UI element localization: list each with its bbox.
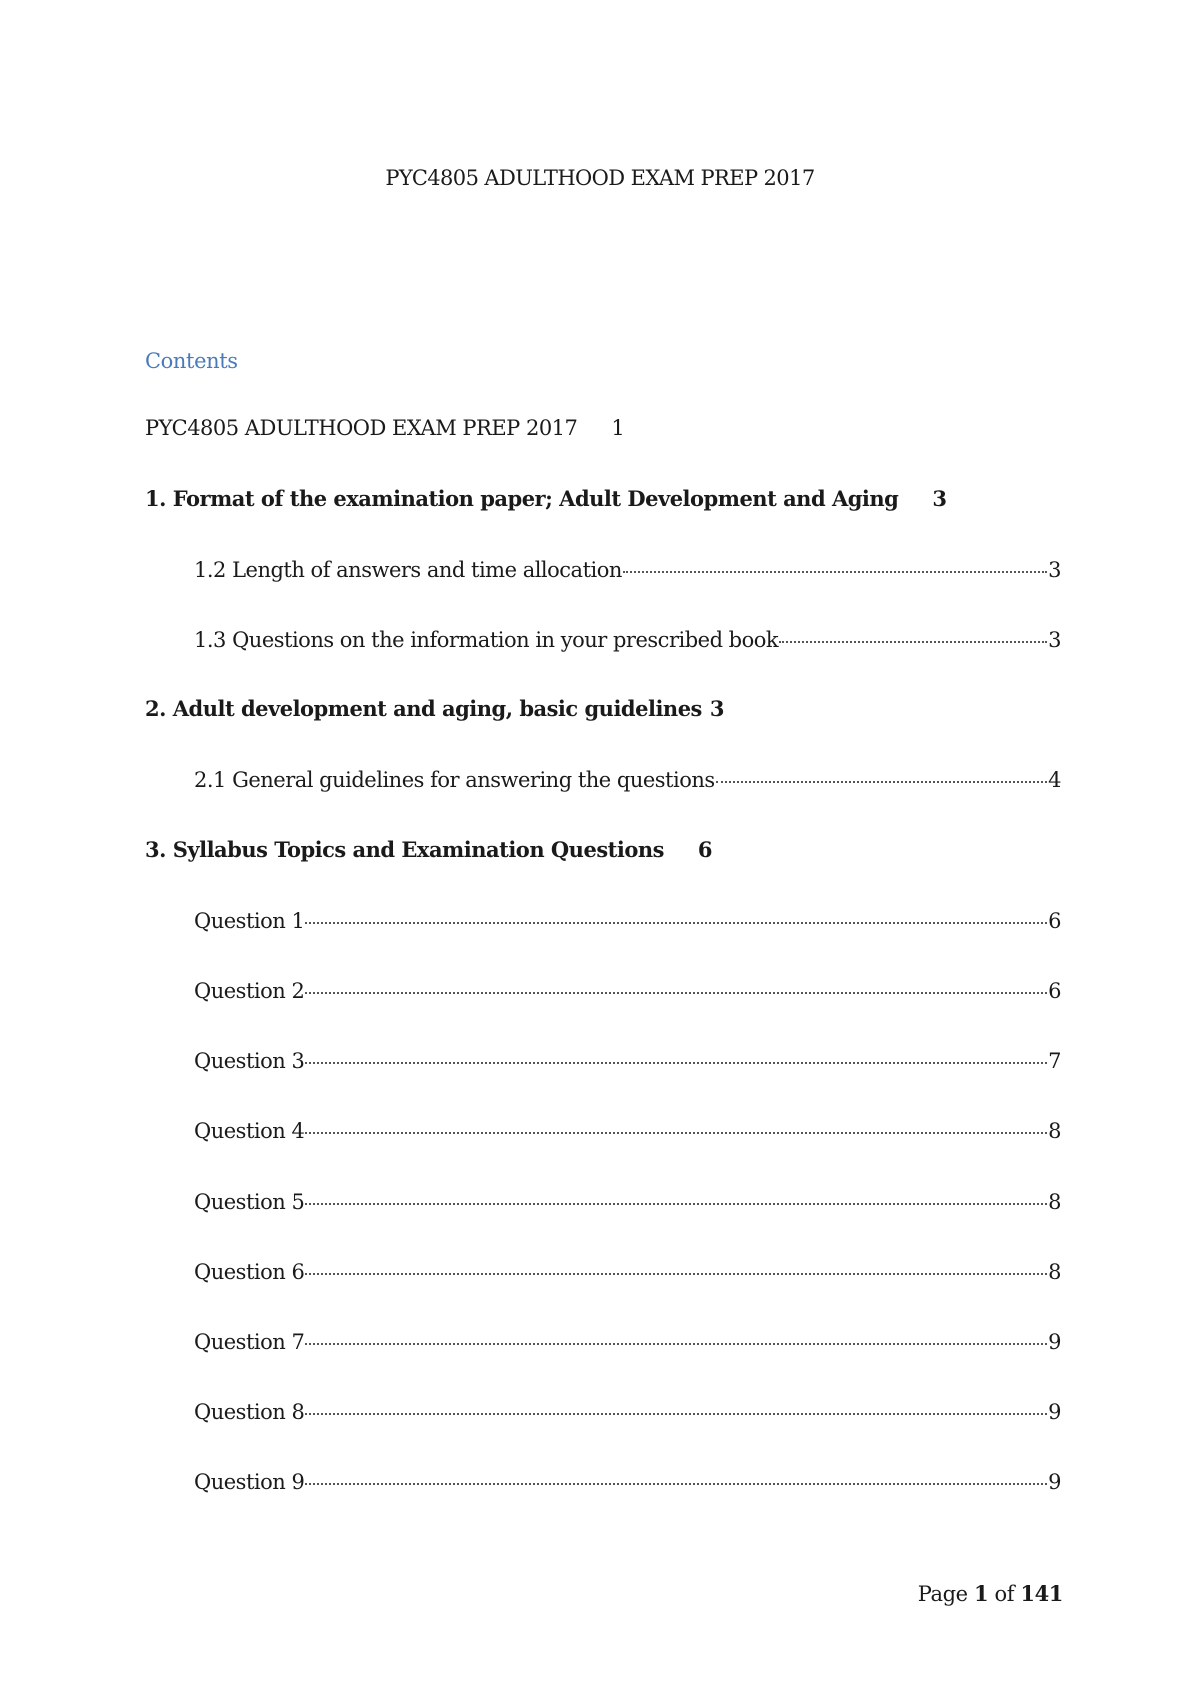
toc-entry-text: 1.3 Questions on the information in your prescribed book [194, 628, 779, 652]
dot-leader [779, 626, 1047, 647]
toc-entry[interactable] [194, 907, 1061, 933]
toc-entry[interactable] [145, 837, 712, 862]
toc-entry-text: Question 5 [194, 1190, 305, 1214]
toc-entry-page: 9 [1048, 1330, 1061, 1354]
toc-entry-page: 3 [1048, 558, 1061, 582]
toc-entry-page: 8 [1048, 1119, 1061, 1143]
toc-entry-page: 6 [697, 837, 713, 862]
dot-leader [305, 1047, 1047, 1068]
dot-leader [305, 907, 1047, 928]
page-footer [918, 1581, 1063, 1606]
toc-entry-page: 3 [1048, 628, 1061, 652]
toc-entry[interactable] [194, 556, 1061, 582]
toc-entry-page: 3 [709, 696, 725, 721]
dot-leader [305, 1398, 1047, 1419]
toc-entry[interactable] [194, 1047, 1061, 1073]
footer-current-page: 1 [973, 1581, 989, 1606]
dot-leader [305, 1188, 1047, 1209]
footer-total-pages: 141 [1020, 1581, 1063, 1606]
toc-entry-text: Question 8 [194, 1400, 305, 1424]
dot-leader [716, 766, 1047, 787]
toc-entry-page: 8 [1048, 1190, 1061, 1214]
toc-entry-text: Question 9 [194, 1470, 305, 1494]
toc-entry[interactable] [145, 416, 624, 440]
toc-entry[interactable] [194, 766, 1061, 792]
toc-entry[interactable] [194, 626, 1061, 652]
toc-entry-text: 3. Syllabus Topics and Examination Questions [145, 837, 664, 862]
toc-entry-page: 7 [1048, 1049, 1061, 1073]
toc-entry[interactable] [194, 1468, 1061, 1494]
toc-entry-page: 1 [611, 416, 625, 440]
toc-entry-text: 1. Format of the examination paper; Adult Development and Aging [145, 486, 899, 511]
dot-leader [305, 1468, 1047, 1489]
toc-entry-page: 6 [1048, 909, 1061, 933]
toc-entry-text: Question 4 [194, 1119, 305, 1143]
toc-entry-text: Question 7 [194, 1330, 305, 1354]
toc-entry-text: PYC4805 ADULTHOOD EXAM PREP 2017 [145, 416, 578, 440]
toc-entry-text: Question 1 [194, 909, 305, 933]
toc-entry[interactable] [194, 1328, 1061, 1354]
toc-entry[interactable] [194, 1258, 1061, 1284]
footer-of-label: of [994, 1582, 1015, 1606]
toc-entry[interactable] [194, 1117, 1061, 1143]
toc-entry-text: 1.2 Length of answers and time allocation [194, 558, 622, 582]
footer-page-label: Page [917, 1582, 968, 1606]
toc-entry[interactable] [145, 696, 724, 721]
toc-entry-page: 8 [1048, 1260, 1061, 1284]
toc-entry[interactable] [145, 486, 946, 511]
toc-entry-page: 9 [1048, 1400, 1061, 1424]
dot-leader [623, 556, 1047, 577]
toc-entry-text: 2. Adult development and aging, basic guidelines [145, 696, 702, 721]
contents-heading: Contents [145, 349, 238, 373]
toc-entry-text: Question 2 [194, 979, 305, 1003]
toc-entry[interactable] [194, 1188, 1061, 1214]
dot-leader [305, 977, 1047, 998]
toc-entry-text: Question 3 [194, 1049, 305, 1073]
dot-leader [305, 1117, 1047, 1138]
toc-entry[interactable] [194, 977, 1061, 1003]
dot-leader [305, 1258, 1047, 1279]
toc-entry-page: 4 [1048, 768, 1061, 792]
toc-entry[interactable] [194, 1398, 1061, 1424]
toc-entry-page: 9 [1048, 1470, 1061, 1494]
toc-entry-page: 6 [1048, 979, 1061, 1003]
toc-entry-text: 2.1 General guidelines for answering the questions [194, 768, 715, 792]
toc-entry-page: 3 [932, 486, 947, 511]
dot-leader [305, 1328, 1047, 1349]
document-title: PYC4805 ADULTHOOD EXAM PREP 2017 [385, 166, 815, 190]
toc-entry-text: Question 6 [194, 1260, 305, 1284]
